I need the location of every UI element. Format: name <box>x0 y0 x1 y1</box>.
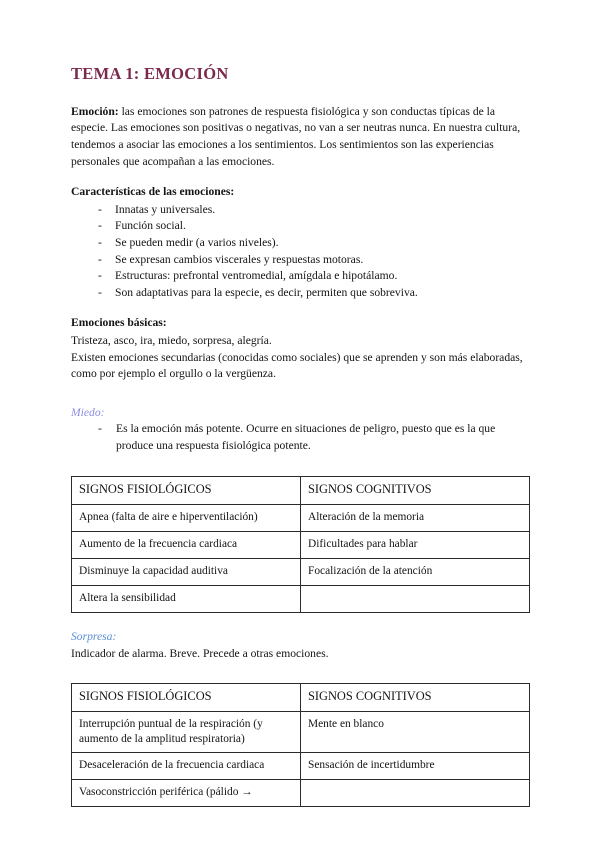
intro-paragraph <box>71 104 529 170</box>
table-row <box>72 586 530 613</box>
caracteristicas-list <box>71 202 529 302</box>
list-item-label: Innatas y universales. <box>115 202 216 216</box>
intro-body-text: las emociones son patrones de respuesta fisiológica y son conductas típicas de la especie. Las emociones son positivas o negativas, no van a ser neutras nunca. En nuestra cultura, tendemos a asociar las emociones a los sentimientos. Los sentimientos son las experiencias personales que acompañan a las emociones. <box>71 104 521 168</box>
list-item <box>71 202 529 219</box>
miedo-signs-table <box>71 476 530 613</box>
table-header-row <box>72 477 530 505</box>
dash-bullet-icon: - <box>98 219 102 233</box>
table-row <box>72 532 530 559</box>
table-cell: Apnea (falta de aire e hiperventilación) <box>72 505 301 532</box>
table-header-cell: SIGNOS COGNITIVOS <box>301 477 530 505</box>
list-item-label: Estructuras: prefrontal ventromedial, amígdala e hipotálamo. <box>115 269 398 283</box>
list-item-label: Se expresan cambios viscerales y respuestas motoras. <box>115 252 364 266</box>
dash-bullet-icon: - <box>98 235 102 249</box>
list-item <box>71 235 529 252</box>
caracteristicas-heading: Características de las emociones: <box>71 185 235 199</box>
table-cell-empty <box>301 586 530 613</box>
sorpresa-signs-table <box>71 683 530 807</box>
table-row <box>72 559 530 586</box>
emociones-basicas-list-line: Tristeza, asco, ira, miedo, sorpresa, alegría. <box>71 333 272 347</box>
dash-bullet-icon: - <box>98 422 102 436</box>
table-cell: Alteración de la memoria <box>301 505 530 532</box>
table-cell: Focalización de la atención <box>301 559 530 586</box>
dash-bullet-icon: - <box>98 285 102 299</box>
list-item <box>71 421 529 454</box>
emociones-secundarias-text: Existen emociones secundarias (conocidas como sociales) que se aprenden y son más elaboradas, como por ejemplo el orgullo o la vergüenza. <box>71 350 523 381</box>
list-item <box>71 218 529 235</box>
table-cell-empty <box>301 780 530 807</box>
section-label-miedo: Miedo: <box>71 405 105 419</box>
section-label-sorpresa: Sorpresa: <box>71 630 117 644</box>
table-header-cell: SIGNOS COGNITIVOS <box>301 683 530 711</box>
list-item <box>71 252 529 269</box>
table-cell: Dificultades para hablar <box>301 532 530 559</box>
emociones-basicas-heading: Emociones básicas: <box>71 316 167 330</box>
table-row <box>72 505 530 532</box>
dash-bullet-icon: - <box>98 269 102 283</box>
table-cell: Desaceleración de la frecuencia cardiaca <box>72 753 301 780</box>
list-item-label: Se pueden medir (a varios niveles). <box>115 235 279 249</box>
spacer <box>71 613 529 629</box>
spacer <box>71 663 529 683</box>
list-item <box>71 285 529 302</box>
table-cell: Vasoconstricción periférica (pálido → <box>72 780 301 807</box>
sorpresa-description: Indicador de alarma. Breve. Precede a otras emociones. <box>71 647 329 661</box>
list-item-label: Son adaptativas para la especie, es decir, permiten que sobreviva. <box>115 285 418 299</box>
table-header-cell: SIGNOS FISIOLÓGICOS <box>72 477 301 505</box>
table-row <box>72 711 530 752</box>
table-cell: Aumento de la frecuencia cardiaca <box>72 532 301 559</box>
table-row <box>72 753 530 780</box>
page-title: TEMA 1: EMOCIÓN <box>71 64 229 83</box>
list-item <box>71 268 529 285</box>
list-item-label: Es la emoción más potente. Ocurre en situaciones de peligro, puesto que es la que produce una respuesta fisiológica potente. <box>116 422 496 452</box>
spacer <box>71 468 529 476</box>
table-cell: Interrupción puntual de la respiración (y aumento de la amplitud respiratoria) <box>72 711 301 752</box>
table-cell: Sensación de incertidumbre <box>301 753 530 780</box>
table-cell: Disminuye la capacidad auditiva <box>72 559 301 586</box>
table-header-cell: SIGNOS FISIOLÓGICOS <box>72 683 301 711</box>
table-header-row <box>72 683 530 711</box>
table-row <box>72 780 530 807</box>
miedo-list <box>71 421 529 454</box>
dash-bullet-icon: - <box>98 252 102 266</box>
spacer <box>71 397 529 405</box>
document-content <box>71 64 529 807</box>
dash-bullet-icon: - <box>98 202 102 216</box>
table-cell: Altera la sensibilidad <box>72 586 301 613</box>
list-item-label: Función social. <box>115 219 186 233</box>
intro-lead-label: Emoción: <box>71 104 119 118</box>
table-cell: Mente en blanco <box>301 711 530 752</box>
